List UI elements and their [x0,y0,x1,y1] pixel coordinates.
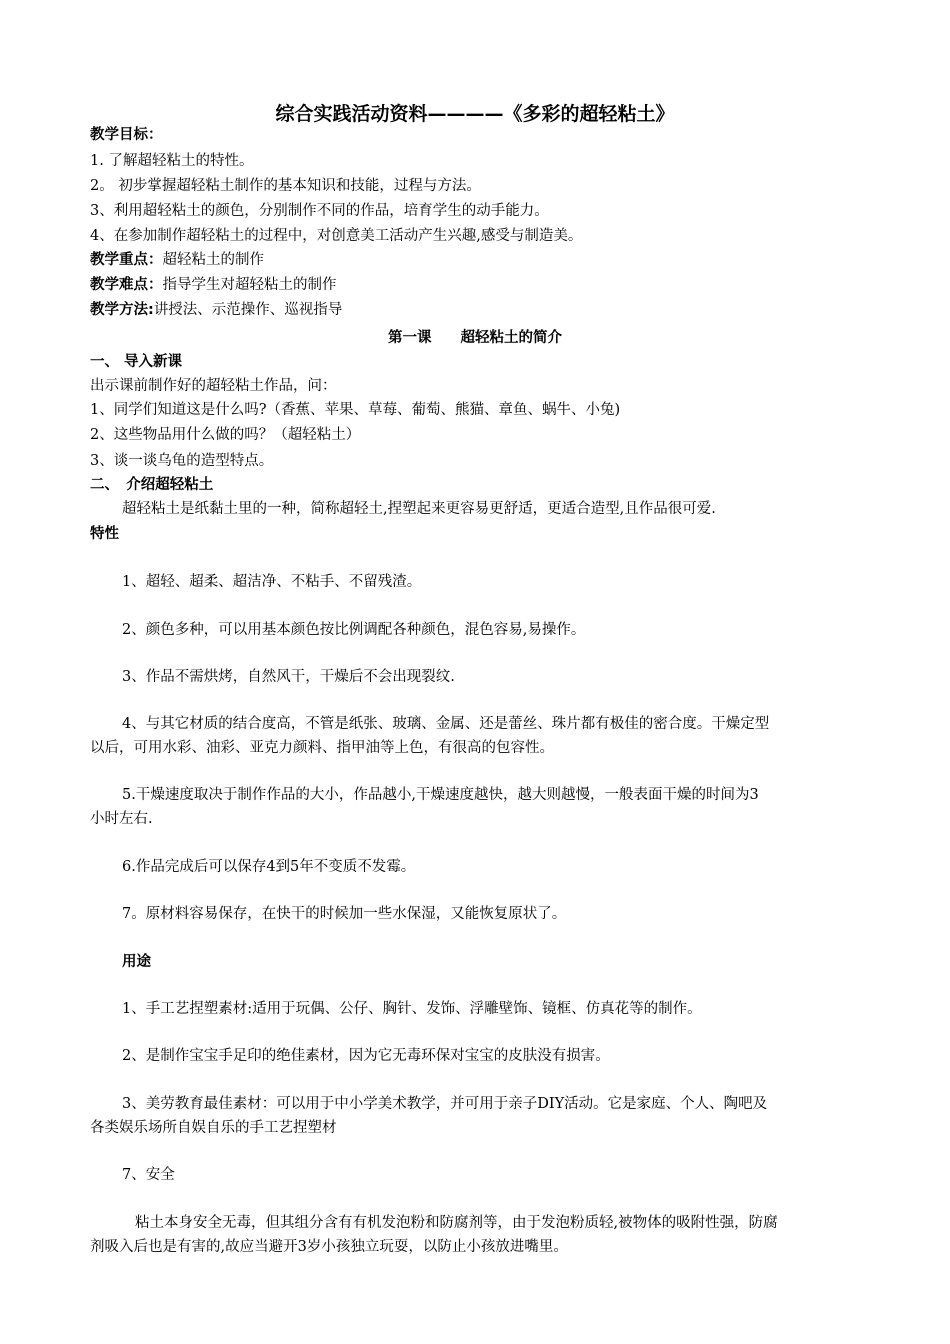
feature-item-continued: 以后，可用水彩、油彩、亚克力颜料、指甲油等上色，有很高的包容性。 [90,740,554,756]
use-item: 7、安全 [122,1167,175,1183]
method-text: 讲授法、示范操作、巡视指导 [153,302,343,318]
objective-item: 4、在参加制作超轻粘土的过程中，对创意美工活动产生兴趣,感受与制造美。 [90,228,583,244]
feature-item: 3、作品不需烘烤，自然风干，干燥后不会出现裂纹. [122,669,455,685]
section1-heading: 一、 导入新课 [90,354,183,370]
use-item: 2、是制作宝宝手足印的绝佳素材，因为它无毒环保对宝宝的皮肤没有损害。 [122,1048,610,1064]
key-point-text: 超轻粘土的制作 [162,252,264,268]
feature-item: 6.作品完成后可以保存4到5年不变质不发霉。 [122,859,416,875]
objectives-heading: 教学目标： [90,127,163,143]
section2-heading: 二、 介绍超轻粘土 [90,477,214,493]
difficulty-text: 指导学生对超轻粘土的制作 [162,277,337,293]
safety-paragraph: 粘土本身安全无毒，但其组分含有有机发泡粉和防腐剂等，由于发泡粉质轻,被物体的吸附性强，防腐 [135,1215,778,1231]
difficulty-line [90,275,337,295]
use-item: 3、美劳教育最佳素材：可以用于中小学美术教学，并可用于亲子DIY活动。它是家庭、个人、陶吧及 [122,1096,768,1112]
feature-item-continued: 小时左右. [90,811,153,827]
safety-paragraph-continued: 剂吸入后也是有害的,故应当避开3岁小孩独立玩耍，以防止小孩放进嘴里。 [90,1239,568,1255]
section1-intro: 出示课前制作好的超轻粘土作品，问： [90,378,337,394]
section1-item: 2、这些物品用什么做的吗？（超轻粘土） [90,427,361,443]
document-title: 综合实践活动资料————《多彩的超轻粘土》 [275,103,675,125]
use-item: 1、手工艺捏塑素材:适用于玩偶、公仔、胸针、发饰、浮雕壁饰、镜框、仿真花等的制作。 [122,1001,702,1017]
feature-item: 7。原材料容易保存，在快干的时候加一些水保湿，又能恢复原状了。 [122,906,567,922]
use-item-continued: 各类娱乐场所自娱自乐的手工艺捏塑材 [90,1120,337,1136]
section1-item: 1、同学们知道这是什么吗?（香蕉、苹果、草莓、葡萄、熊猫、章鱼、蜗牛、小兔) [90,402,621,418]
lesson-title: 第一课 超轻粘土的简介 [388,330,562,346]
key-point-label: 教学重点： [90,252,163,268]
feature-item: 1、超轻、超柔、超洁净、不粘手、不留残渣。 [122,574,422,590]
method-line [90,300,342,320]
method-label: 教学方法: [90,302,154,318]
feature-item: 2、颜色多种，可以用基本颜色按比例调配各种颜色，混色容易,易操作。 [122,622,586,638]
difficulty-label: 教学难点： [90,277,163,293]
feature-item: 5.干燥速度取决于制作作品的大小，作品越小,干燥速度越快，越大则越慢，一般表面干燥的时间为3 [122,787,759,803]
objective-item: 2。 初步掌握超轻粘土制作的基本知识和技能，过程与方法。 [90,178,481,194]
feature-item: 4、与其它材质的结合度高，不管是纸张、玻璃、金属、还是蕾丝、珠片都有极佳的密合度。干燥定型 [122,716,770,732]
uses-heading: 用途 [122,954,151,970]
objective-item: 3、利用超轻粘土的颜色，分别制作不同的作品，培育学生的动手能力。 [90,203,549,219]
features-heading: 特性 [90,526,119,542]
key-point-line [90,250,264,270]
objective-item: 1. 了解超轻粘土的特性。 [90,153,254,169]
section1-item: 3、谈一谈乌龟的造型特点。 [90,453,274,469]
section2-intro: 超轻粘土是纸黏土里的一种，简称超轻土,捏塑起来更容易更舒适，更适合造型,且作品很可爱. [122,501,716,517]
